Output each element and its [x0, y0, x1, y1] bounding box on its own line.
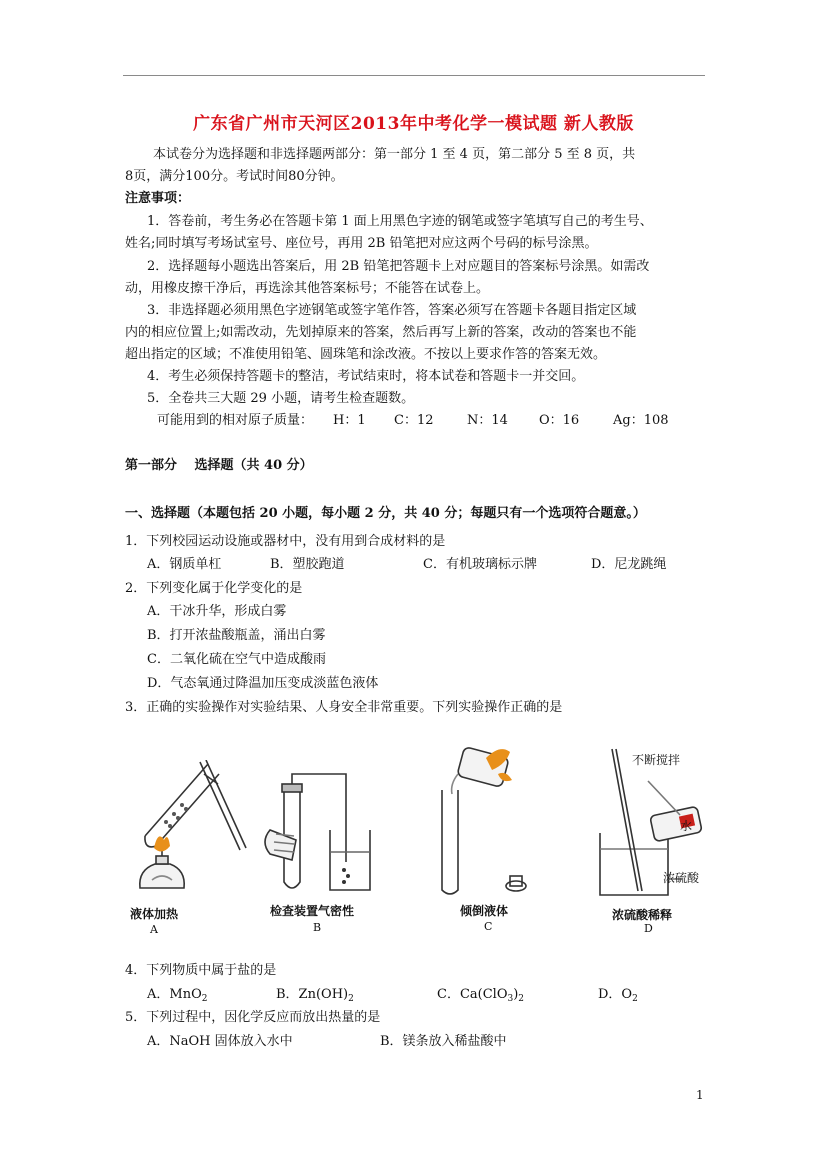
note-2b: 动，用橡皮擦干净后，再选涂其他答案标号；不能答在试卷上。	[125, 281, 490, 296]
figure-a-letter: A	[150, 923, 158, 936]
q2-option-a: A．干冰升华，形成白雾	[147, 604, 287, 619]
atomic-mass-label: 可能用到的相对原子质量：	[157, 413, 314, 428]
figure-b-letter: B	[313, 921, 322, 934]
q5-option-a: A．NaOH 固体放入水中	[147, 1034, 293, 1049]
figure-d-acid-note: 浓硫酸	[663, 871, 700, 885]
note-3a: 3．非选择题必须用黑色字迹钢笔或签字笔作答，答案必须写在答题卡各题目指定区域	[147, 303, 637, 318]
note-1b: 姓名;同时填写考场试室号、座位号，再用 2B 铅笔把对应这两个号码的标号涂黑。	[125, 236, 598, 251]
page-title: 广东省广州市天河区2013年中考化学一模试题 新人教版	[193, 114, 634, 134]
atomic-mass-n: N：14	[467, 413, 508, 428]
section-heading: 一、选择题（本题包括 20 小题，每小题 2 分，共 40 分；每题只有一个选项符合题意。）	[125, 506, 646, 521]
q1-option-a: A．钢质单杠	[147, 557, 222, 572]
figure-liquid-heating	[130, 760, 250, 905]
q4-option-a: A．MnO$_2$	[147, 987, 208, 1004]
figure-d-letter: D	[644, 922, 653, 935]
q1-option-d: D．尼龙跳绳	[591, 557, 667, 572]
atomic-mass-o: O：16	[539, 413, 580, 428]
intro-line-2: 8页，满分100分。考试时间80分钟。	[125, 169, 344, 184]
q1-stem: 1．下列校园运动设施或器材中，没有用到合成材料的是	[125, 534, 446, 549]
q4-option-c: C．$Ca(ClO_3)_2$	[437, 987, 525, 1004]
note-4: 4．考生必须保持答题卡的整洁，考试结束时，将本试卷和答题卡一并交回。	[147, 369, 585, 384]
header-rule	[123, 75, 705, 76]
q2-option-b: B．打开浓盐酸瓶盖，涌出白雾	[147, 628, 326, 643]
q3-stem: 3．正确的实验操作对实验结果、人身安全非常重要。下列实验操作正确的是	[125, 700, 563, 715]
q1-option-b: B．塑胶跑道	[270, 557, 345, 572]
q2-option-d: D．气态氧通过降温加压变成淡蓝色液体	[147, 676, 379, 691]
note-1a: 1．答卷前，考生务必在答题卡第 1 面上用黑色字迹的钢笔或签字笔填写自己的考生号、	[147, 214, 653, 229]
q2-stem: 2．下列变化属于化学变化的是	[125, 581, 303, 596]
notes-heading: 注意事项：	[125, 191, 191, 206]
q1-option-c: C．有机玻璃标示牌	[423, 557, 537, 572]
figure-c-label: 倾倒液体	[460, 904, 509, 918]
figure-pouring-liquid	[430, 740, 540, 900]
q4-stem: 4．下列物质中属于盐的是	[125, 963, 277, 978]
q2-option-c: C．二氧化硫在空气中造成酸雨	[147, 652, 326, 667]
page-number: 1	[696, 1088, 704, 1102]
note-3c: 超出指定的区域；不准使用铅笔、圆珠笔和涂改液。不按以上要求作答的答案无效。	[125, 347, 607, 362]
figure-d-stir-note: 不断搅拌	[632, 753, 681, 767]
atomic-mass-c: C：12	[394, 413, 434, 428]
note-3b: 内的相应位置上;如需改动，先划掉原来的答案，然后再写上新的答案，改动的答案也不能	[125, 325, 637, 340]
figure-b-label: 检查装置气密性	[270, 904, 355, 918]
q5-stem: 5．下列过程中，因化学反应而放出热量的是	[125, 1010, 381, 1025]
figure-a-label: 液体加热	[130, 907, 179, 921]
note-2a: 2．选择题每小题选出答案后，用 2B 铅笔把答题卡上对应题目的答案标号涂黑。如需改	[147, 259, 650, 274]
figure-d-water-note: 水	[680, 819, 693, 833]
note-5: 5．全卷共三大题 29 小题，请考生检查题数。	[147, 391, 415, 406]
q4-option-b: B．$Zn(OH)_2$	[276, 987, 354, 1004]
atomic-mass-ag: Ag：108	[613, 413, 669, 428]
part1-heading: 第一部分 选择题（共 40 分）	[125, 458, 313, 473]
figure-d-label: 浓硫酸稀释	[612, 908, 673, 922]
intro-line-1: 本试卷分为选择题和非选择题两部分：第一部分 1 至 4 页，第二部分 5 至 8 页，共	[153, 147, 636, 162]
figure-c-letter: C	[484, 920, 493, 933]
q5-option-b: B．镁条放入稀盐酸中	[380, 1034, 507, 1049]
figure-airtightness-check	[258, 770, 378, 900]
q4-option-d: D．$O_2$	[598, 987, 638, 1004]
atomic-mass-h: H：1	[333, 413, 366, 428]
